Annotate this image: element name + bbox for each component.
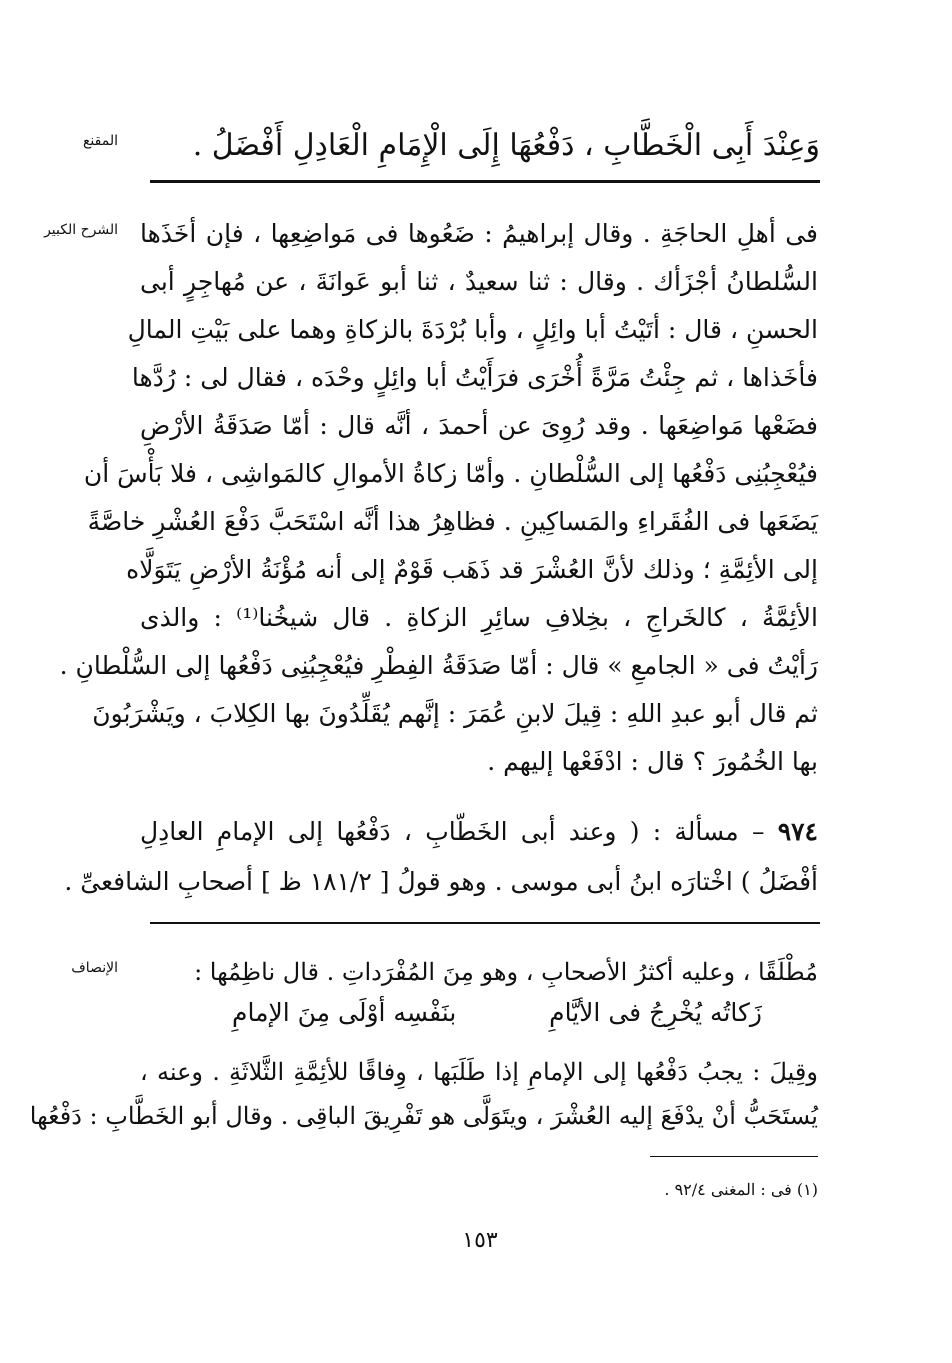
verse-first-half: زَكاتُه يُخْرِجُ فى الأيَّامِ [549, 998, 762, 1027]
masala-line-2: أفْضَلُ ) اخْتارَه ابنُ أبى موسى . وهو قولُ [ ١٨١/٢ ظ ] أصحابِ الشافعىِّ . [64, 867, 818, 896]
insaf-intro: مُطْلَقًا ، وعليه أكثرُ الأصحابِ ، وهو مِنَ المُفْرَداتِ . قال ناظِمُها : [194, 958, 818, 986]
sharh-line: إلى الأئِمَّةِ ؛ وذلك لأنَّ العُشْرَ قد ذَهَب قَوْمٌ إلى أنه مُؤْنَةُ الأرْضِ يَتَوَلَّاه [126, 555, 818, 584]
label-sharh: الشرح الكبير [44, 222, 118, 238]
footnote-rule [650, 1156, 818, 1157]
insaf-line: يُستَحَبُّ أنْ يدْفَعَ إليه العُشْرَ ، ويتَوَلَّى هو تَفْرِيقَ الباقِى . وقال أبو الخَطَّابِ : دَفْعُها [29, 1102, 818, 1130]
sharh-line: فضَعْها مَواضِعَها . وقد رُوِىَ عن أحمدَ ، أنَّه قال : أمّا صَدَقَةُ الأرْضِ [140, 411, 818, 440]
sharh-line: ثم قال أبو عبدِ اللهِ : قِيلَ لابنِ عُمَرَ : إنَّهم يُقَلِّدُونَ بها الكِلابَ ، ويَشْرَبُونَ [92, 699, 818, 728]
masala-line-1 [140, 808, 818, 856]
masala-number: ٩٧٤ [777, 817, 818, 846]
sharh-line: يَضَعَها فى الفُقَراءِ والمَساكِينِ . فظاهِرُ هذا أنَّه اسْتَحَبَّ دَفْعَ العُشْرِ خاصَّةً [87, 507, 818, 536]
sharh-line: بها الخُمُورَ ؟ قال : ادْفَعْها إليهم . [487, 747, 818, 776]
heading-rule [150, 180, 820, 183]
section-rule [150, 922, 820, 924]
insaf-line: وقِيلَ : يجبُ دَفْعُها إلى الإمامِ إذا طَلَبَها ، وِفاقًا للأئِمَّةِ الثَّلاثَةِ . وعنه ، [140, 1058, 818, 1086]
label-insaf: الإنصاف [71, 960, 118, 976]
sharh-line: الحسنِ ، قال : أتَيْتُ أبا وائِلٍ ، وأبا بُرْدَةَ بالزكاةِ وهما على بَيْتِ المالِ [127, 315, 818, 344]
sharh-line: الأئِمَّةُ ، كالخَراجِ ، بخِلافِ سائِرِ الزكاةِ . قال شيخُنا⁽¹⁾ : والذى [140, 603, 818, 632]
footnote: (١) فى : المغنى ٩٢/٤ . [664, 1180, 818, 1199]
page-number: ١٥٣ [462, 1228, 498, 1253]
masala-text: – مسألة : ( وعند أبى الخَطّابِ ، دَفْعُها إلى الإمامِ العادِلِ [140, 817, 765, 846]
verse-second-half: بنَفْسِه أوْلَى مِنَ الإمامِ [232, 998, 457, 1027]
sharh-line: فأخَذاها ، ثم جِئْتُ مَرَّةً أُخْرَى فرَأَيْتُ أبا وائِلٍ وحْدَه ، فقال لى : رُدَّها [131, 363, 818, 392]
label-muqni: المقنع [82, 133, 118, 149]
muqni-heading: وَعِنْدَ أَبِى الْخَطَّابِ ، دَفْعُهَا إِلَى الْإِمَامِ الْعَادِلِ أَفْضَلُ . [192, 128, 820, 163]
sharh-line: فى أهلِ الحاجَةِ . وقال إبراهيمُ : ضَعُوها فى مَواضِعِها ، فإن أخَذَها [140, 219, 818, 248]
sharh-line: فيُعْجِبُنِى دَفْعُها إلى السُّلْطانِ . وأمّا زكاةُ الأموالِ كالمَواشِى ، فلا بَأْسَ أن [83, 459, 818, 488]
sharh-line: السُّلطانُ أجْزَأك . وقال : ثنا سعيدٌ ، ثنا أبو عَوانَةَ ، عن مُهاجِرٍ أبى [140, 267, 818, 296]
sharh-line: رَأيْتُ فى « الجامعِ » قال : أمّا صَدَقَةُ الفِطْرِ فيُعْجِبُنِى دَفْعُها إلى السُّلْطانِ . [59, 651, 818, 680]
